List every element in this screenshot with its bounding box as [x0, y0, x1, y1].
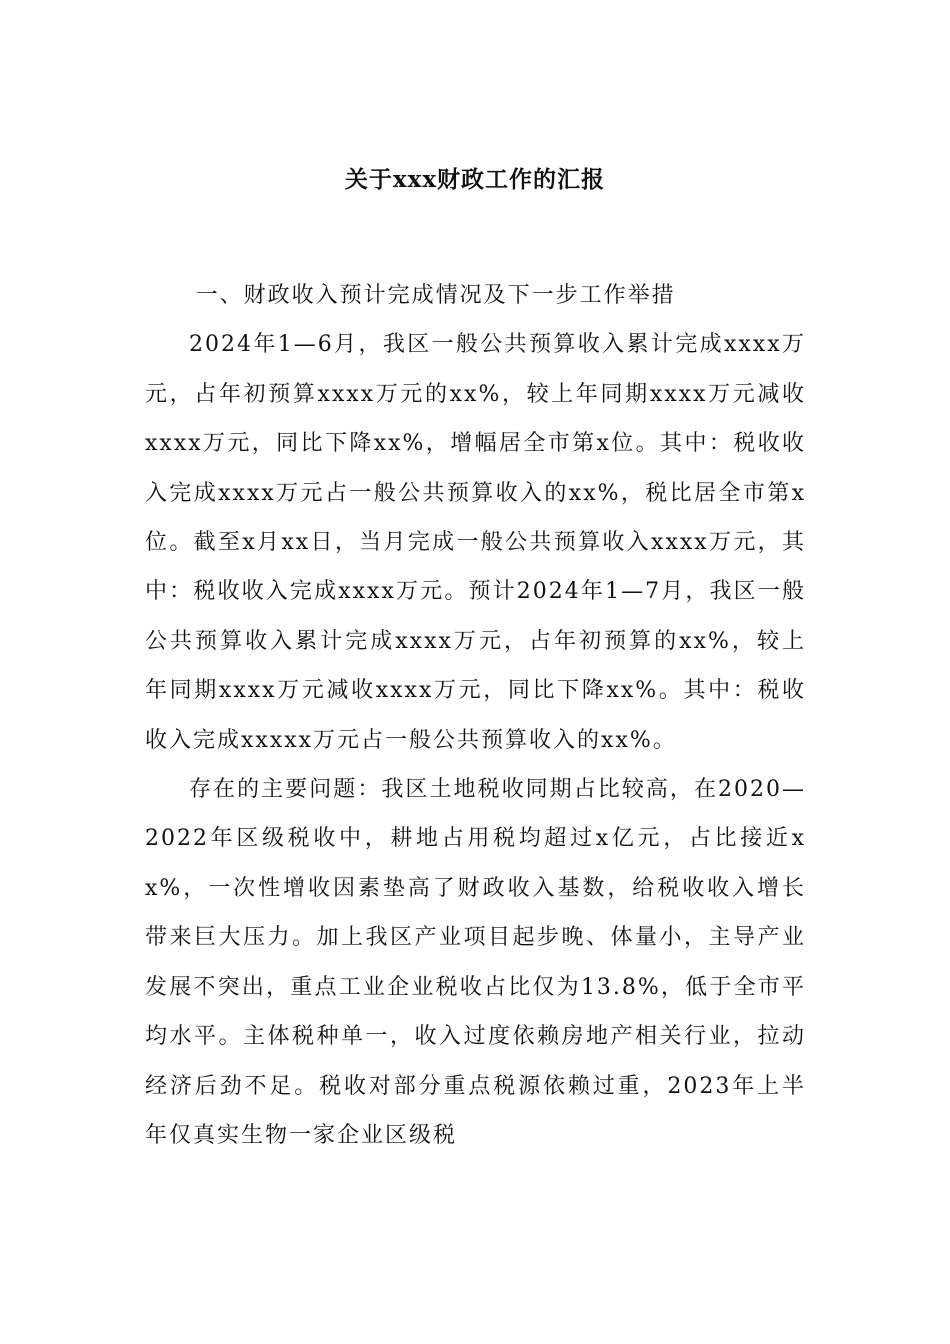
- paragraph-main-problems: 存在的主要问题：我区土地税收同期占比较高，在2020—2022年区级税收中，耕地占用税均超过x亿元，占比接近xx%，一次性增收因素垫高了财政收入基数，给税收收入增长带来巨大压力。加上我区产业项目起步晚、体量小，主导产业发展不突出，重点工业企业税收占比仅为13.8%，低于全市平均水平。主体税种单一，收入过度依赖房地产相关行业，拉动经济后劲不足。税收对部分重点税源依赖过重，2023年上半年仅真实生物一家企业区级税: [145, 777, 806, 1148]
- section-heading: 一、财政收入预计完成情况及下一步工作举措: [195, 283, 676, 308]
- document-body: [145, 271, 806, 1160]
- document-title: 关于xxx财政工作的汇报: [344, 166, 606, 193]
- paragraph-revenue-status: 2024年1—6月，我区一般公共预算收入累计完成xxxx万元，占年初预算xxxx万元的xx%，较上年同期xxxx万元减收xxxx万元，同比下降xx%，增幅居全市第x位。其中：税收收入完成xxxx万元占一般公共预算收入的xx%，税比居全市第x位。截至x月xx日，当月完成一般公共预算收入xxxx万元，其中：税收收入完成xxxx万元。预计2024年1—7月，我区一般公共预算收入累计完成xxxx万元，占年初预算的xx%，较上年同期xxxx万元减收xxxx万元，同比下降xx%。其中：税收收入完成xxxxx万元占一般公共预算收入的xx%。: [145, 332, 806, 753]
